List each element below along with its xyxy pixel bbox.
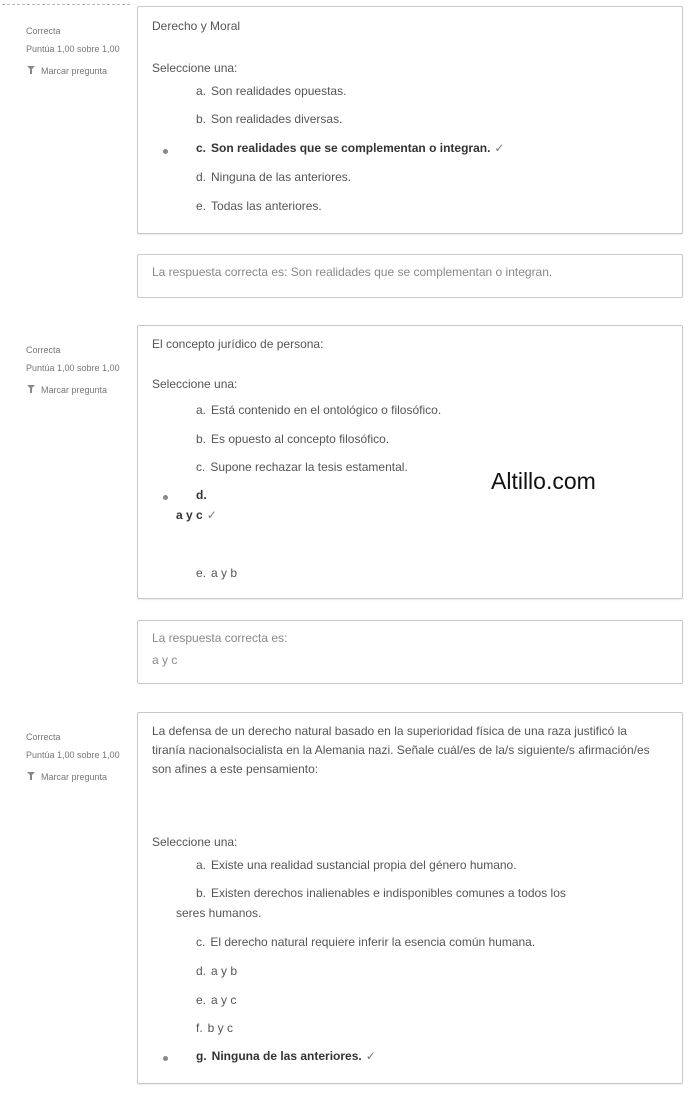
watermark-text: Altillo.com: [491, 468, 596, 494]
option-letter: b.: [196, 886, 207, 900]
option-letter: e.: [196, 566, 207, 580]
flag-question-link[interactable]: [26, 62, 126, 80]
option-letter: c.: [196, 460, 206, 474]
option-e[interactable]: [196, 199, 322, 213]
top-divider: [2, 4, 130, 5]
option-letter: b.: [196, 112, 207, 126]
option-text: Es opuesto al concepto filosófico.: [211, 432, 390, 446]
select-prompt: Seleccione una:: [152, 61, 238, 75]
option-c[interactable]: [196, 460, 408, 474]
question-2-feedback: [137, 620, 683, 684]
option-d-letter[interactable]: [196, 488, 207, 502]
option-text: El derecho natural requiere inferir la esencia común humana.: [210, 935, 536, 949]
option-b-continued[interactable]: [176, 906, 261, 920]
option-letter: a.: [196, 858, 207, 872]
option-letter: c.: [196, 935, 206, 949]
question-2-info: [26, 341, 126, 399]
option-letter: e.: [196, 199, 207, 213]
flag-label: Marcar pregunta: [41, 385, 108, 395]
flag-label: Marcar pregunta: [41, 66, 108, 76]
option-text: Ninguna de las anteriores.: [211, 1049, 362, 1063]
option-letter: b.: [196, 432, 207, 446]
option-g[interactable]: [196, 1049, 376, 1063]
option-text: a y c: [211, 993, 237, 1007]
question-3-box: [137, 712, 683, 1084]
question-2-box: [137, 325, 683, 599]
option-b[interactable]: [196, 432, 389, 446]
option-a[interactable]: [196, 84, 346, 98]
selected-radio[interactable]: [163, 149, 168, 154]
status-label: Correcta: [26, 26, 61, 36]
question-1-box: [137, 6, 683, 234]
select-prompt: Seleccione una:: [152, 835, 238, 849]
option-letter: a.: [196, 84, 207, 98]
feedback-text: La respuesta correcta es: Son realidades que se complementan o integran.: [152, 265, 553, 279]
question-3-info: [26, 728, 126, 786]
option-text: Existe una realidad sustancial propia del género humano.: [211, 858, 517, 872]
flag-icon: [26, 65, 36, 75]
option-d[interactable]: [196, 964, 237, 978]
option-text: a y c: [176, 508, 203, 522]
feedback-text: La respuesta correcta es:: [152, 631, 288, 645]
status-label: Correcta: [26, 345, 61, 355]
question-1-feedback: [137, 254, 683, 298]
option-letter: a.: [196, 403, 207, 417]
option-text: Existen derechos inalienables e indisponibles comunes a todos los: [211, 886, 566, 900]
option-d[interactable]: [196, 170, 351, 184]
option-text: Supone rechazar la tesis estamental.: [210, 460, 408, 474]
flag-icon: [26, 771, 36, 781]
option-a[interactable]: [196, 403, 441, 417]
option-letter: f.: [196, 1021, 203, 1035]
option-text: a y b: [211, 566, 238, 580]
score-label: Puntúa 1,00 sobre 1,00: [26, 363, 120, 373]
flag-question-link[interactable]: [26, 381, 126, 399]
selected-radio[interactable]: [163, 495, 168, 500]
selected-radio[interactable]: [163, 1056, 168, 1061]
score-label: Puntúa 1,00 sobre 1,00: [26, 750, 120, 760]
question-1-info: [26, 22, 126, 80]
status-label: Correcta: [26, 732, 61, 742]
option-letter: e.: [196, 993, 207, 1007]
option-c[interactable]: [196, 141, 504, 155]
option-letter: g.: [196, 1049, 207, 1063]
option-b[interactable]: [196, 112, 342, 126]
option-text: a y b: [211, 964, 238, 978]
option-text: b y c: [207, 1021, 234, 1035]
option-text: Son realidades que se complementan o integran.: [211, 141, 491, 155]
flag-question-link[interactable]: [26, 768, 126, 786]
flag-label: Marcar pregunta: [41, 772, 108, 782]
option-letter: d.: [196, 964, 207, 978]
check-icon: ✓: [494, 141, 505, 155]
check-icon: ✓: [206, 508, 217, 522]
flag-icon: [26, 384, 36, 394]
option-letter: d.: [196, 170, 207, 184]
option-letter: d.: [196, 488, 207, 502]
option-e[interactable]: [196, 993, 236, 1007]
question-text: Derecho y Moral: [152, 19, 241, 33]
option-f[interactable]: [196, 1021, 233, 1035]
select-prompt: Seleccione una:: [152, 377, 238, 391]
score-label: Puntúa 1,00 sobre 1,00: [26, 44, 120, 54]
option-text: Ninguna de las anteriores.: [211, 170, 352, 184]
question-text: La defensa de un derecho natural basado en la superioridad física de una raza justificó la tiranía nacionalsocialista en la Alemania nazi. Señale cuál/es de la/s siguiente/s afirmación/es son afines a este pensamiento:: [152, 724, 650, 776]
option-text: Son realidades diversas.: [211, 112, 343, 126]
feedback-answer: a y c: [152, 653, 178, 667]
question-text: El concepto jurídico de persona:: [152, 337, 324, 351]
option-b[interactable]: [196, 886, 566, 900]
option-a[interactable]: [196, 858, 517, 872]
option-text: Son realidades opuestas.: [211, 84, 347, 98]
option-d[interactable]: [176, 508, 217, 522]
check-icon: ✓: [365, 1049, 376, 1063]
option-text: Todas las anteriores.: [211, 199, 322, 213]
option-text: Está contenido en el ontológico o filosófico.: [211, 403, 442, 417]
option-e[interactable]: [196, 566, 237, 580]
option-letter: c.: [196, 141, 207, 155]
option-c[interactable]: [196, 935, 535, 949]
option-text: seres humanos.: [176, 906, 262, 920]
